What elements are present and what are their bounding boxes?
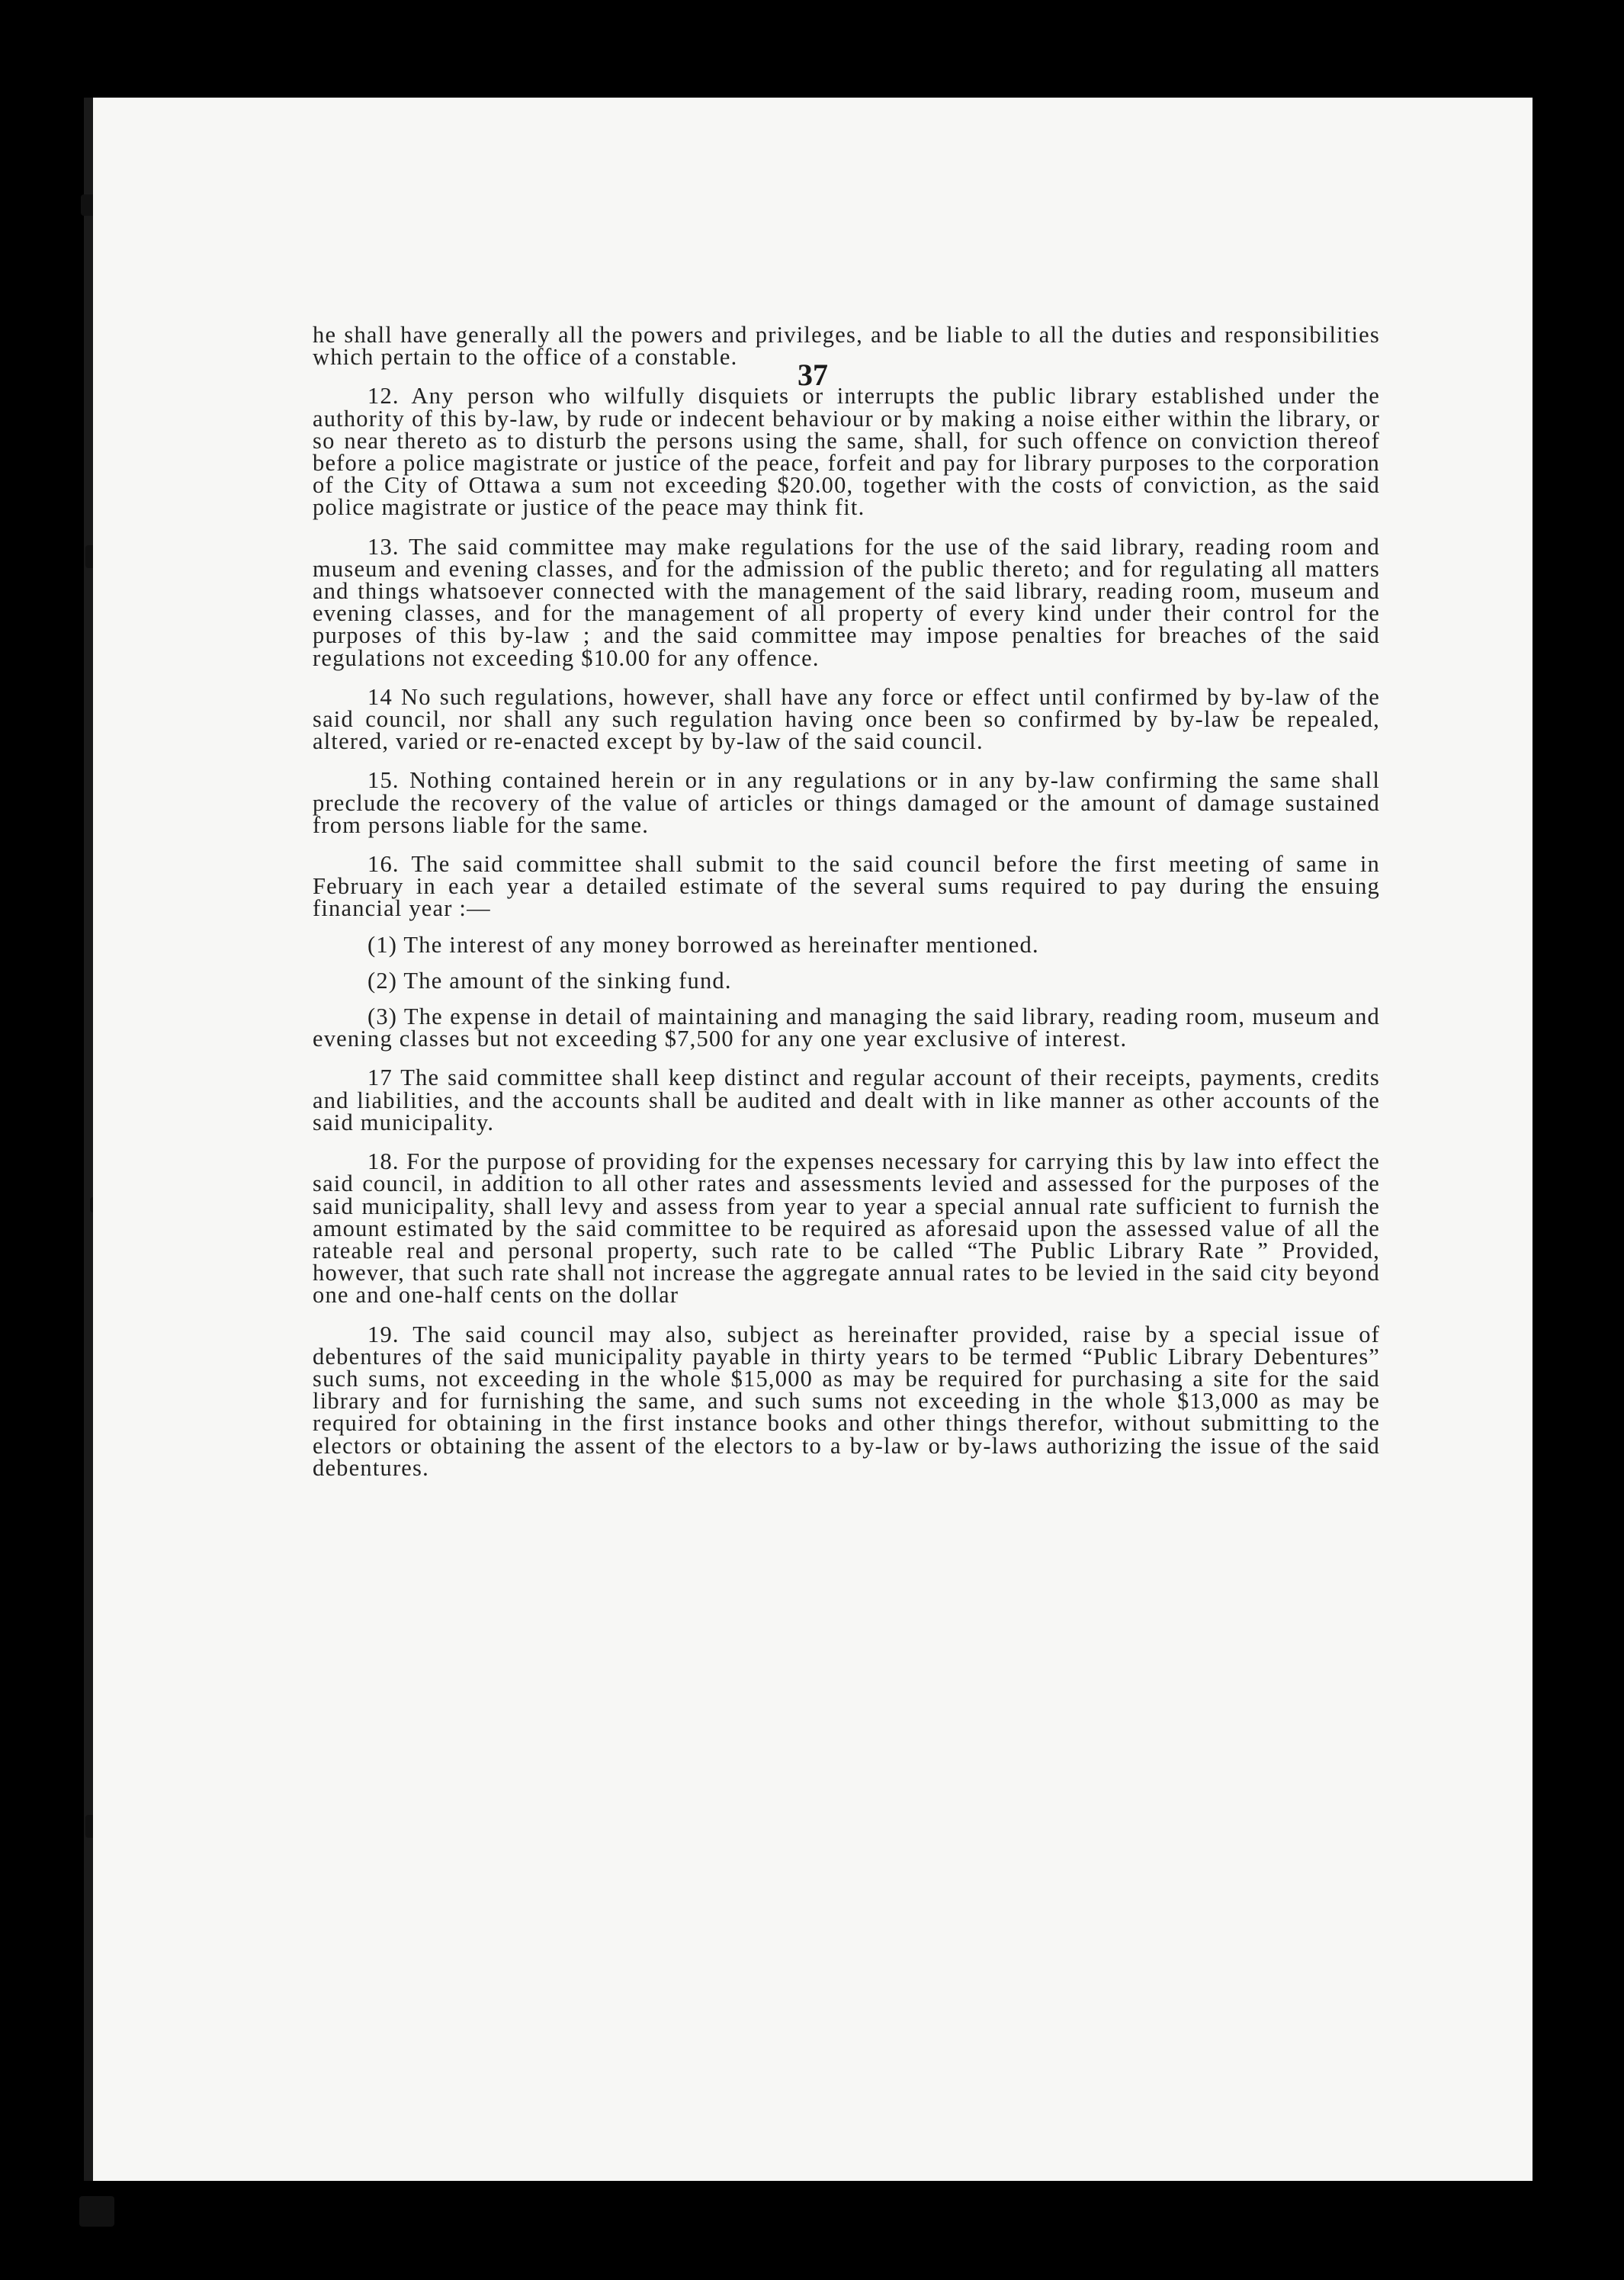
paragraph-18: 18. For the purpose of providing for the expenses necessary for carrying this by law into effect the said council, in addition to all other rates and assessments levied and assessed for the purposes of the said municipality, shall levy and assess from year to year a special annual rate sufficient to furnish the amount estimated by the said committee to be required as aforesaid upon the assessed value of all the rateable real and personal property, such rate to be called “The Public Library Rate ” Provided, however, that such rate shall not increase the aggregate annual rates to be levied in the said city beyond one and one-half cents on the dollar (313, 1148, 1380, 1309)
paragraph-12: 12. Any person who wilfully disquiets or interrupts the public library established under the authority of this by-law, by rude or indecent behaviour or by making a noise either within the library, or so near thereto as to disturb the persons using the same, shall, for such offence on conviction thereof before a police magistrate or justice of the peace, forfeit and pay for library purposes to the corporation of the City of Ottawa a sum not exceeding $20.00, together with the costs of conviction, as the said police magistrate or justice of the peace may think fit. (313, 383, 1380, 521)
document-body (313, 324, 1380, 1496)
list-item-3: (3) The expense in detail of maintaining and managing the said library, reading room, museum and evening classes but not exceeding $7,500 for any one year exclusive of interest. (313, 1004, 1380, 1052)
list-item-1: (1) The interest of any money borrowed as hereinafter mentioned. (367, 931, 1039, 958)
page-number: 37 (798, 358, 828, 392)
paragraph-17: 17 The said committee shall keep distinct and regular account of their receipts, payments, credits and liabilities, and the accounts shall be audited and dealt with in like manner as other accounts of the said municipality. (313, 1065, 1380, 1135)
list-item-2: (2) The amount of the sinking fund. (367, 967, 732, 994)
binding-mark-bottom (79, 2196, 114, 2227)
paragraph-19: 19. The said council may also, subject as hereinafter provided, raise by a special issue of debentures of the said municipality payable in thirty years to be termed “Public Library Debentures” such sums, not exceeding in the whole $15,000 as may be required for purchasing a site for the said library and for furnishing the same, and such sums not exceeding in the whole $13,000 as may be required for obtaining in the first instance books and other things therefor, without submitting to the electors or obtaining the assent of the electors to a by-law or by-laws authorizing the issue of the said debentures. (313, 1321, 1380, 1481)
paragraph-continuation: he shall have generally all the powers and privileges, and be liable to all the duties and responsibilities which pertain to the office of a constable. (313, 322, 1380, 371)
paragraph-14: 14 No such regulations, however, shall have any force or effect until confirmed by by-law of the said council, nor shall any such regulation having once been so confirmed by by-law be repealed, altered, varied or re-enacted except by by-law of the said council. (313, 683, 1380, 755)
paragraph-16: 16. The said committee shall submit to the said council before the first meeting of same in February in each year a detailed estimate of the several sums required to pay during the ensuing financial year :— (313, 851, 1380, 922)
paragraph-15: 15. Nothing contained herein or in any regulations or in any by-law confirming the same shall preclude the recovery of the value of articles or things damaged or the amount of damage sustained from persons liable for the same. (313, 767, 1380, 838)
paragraph-13: 13. The said committee may make regulations for the use of the said library, reading room and museum and evening classes, and for the admission of the public thereto; and for regulating all matters and things whatsoever connected with the management of the said library, reading room, museum and evening classes, and for the management of all property of every kind under their control for the purposes of this by-law ; and the said committee may impose penalties for breaches of the said regulations not exceeding $10.00 for any offence. (313, 533, 1380, 671)
